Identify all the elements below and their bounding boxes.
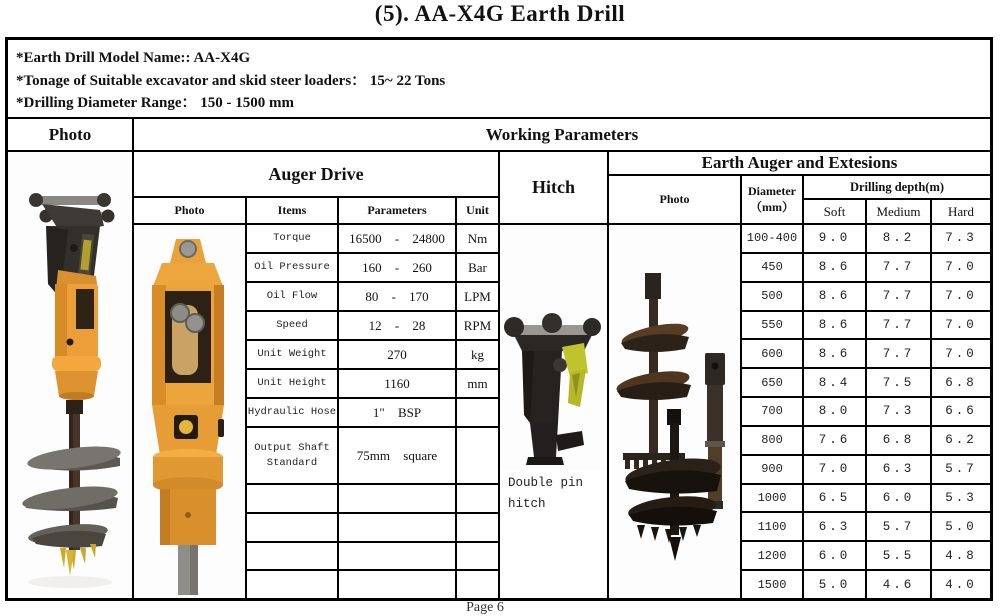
hard-depth-cell: 6.2 <box>945 433 977 448</box>
auger-drive-photo <box>134 225 245 598</box>
parameter-cell: 75mm square <box>339 428 457 483</box>
diameter-cell: 600 <box>742 340 804 367</box>
earth-auger-col-diameter <box>742 176 804 223</box>
table-row <box>247 428 498 485</box>
table-row <box>247 370 498 399</box>
table-row <box>742 427 990 456</box>
earth-auger-rows <box>742 225 990 598</box>
hard-depth-cell: 4.0 <box>945 577 977 592</box>
working-parameters-header: Working Parameters <box>485 124 639 144</box>
drilling-depth-label: Drilling depth(m) <box>804 176 990 200</box>
hard-depth-cell: 6.6 <box>945 404 977 419</box>
auger-drive-col-items: Items <box>247 198 339 223</box>
auger-drive-col-photo: Photo <box>134 198 247 223</box>
diameter-cell: 1100 <box>742 513 804 540</box>
medium-depth-cell: 5.5 <box>867 542 932 569</box>
photo-column-header: Photo <box>8 119 134 150</box>
table-row <box>247 225 498 254</box>
page-footer: Page 6 <box>466 600 504 615</box>
hitch-title: Hitch <box>500 152 607 225</box>
parameter-cell: 12 - 28 <box>339 312 457 339</box>
unit-cell <box>457 485 498 512</box>
item-cell <box>247 543 339 570</box>
soft-depth-cell: 8.6 <box>804 254 867 281</box>
unit-cell <box>457 428 498 483</box>
medium-depth-cell: 7.3 <box>867 398 932 425</box>
hard-depth-cell: 5.0 <box>945 519 977 534</box>
item-cell <box>247 571 339 598</box>
depth-col-medium: Medium <box>867 200 932 223</box>
medium-depth-cell: 6.8 <box>867 427 932 454</box>
diameter-cell: 450 <box>742 254 804 281</box>
soft-depth-cell: 8.6 <box>804 340 867 367</box>
medium-depth-cell: 7.7 <box>867 340 932 367</box>
diameter-cell: 900 <box>742 456 804 483</box>
parameter-cell: 160 - 260 <box>339 254 457 281</box>
diameter-cell: 100-400 <box>742 225 804 252</box>
earth-auger-title: Earth Auger and Extesions <box>609 152 990 176</box>
item-cell <box>247 514 339 541</box>
auger-drive-photo-cell <box>134 225 247 598</box>
info-line-diameter: *Drilling Diameter Range： 150 - 1500 mm <box>16 95 295 111</box>
diameter-cell: 1200 <box>742 542 804 569</box>
soft-depth-cell: 6.0 <box>804 542 867 569</box>
soft-depth-cell: 8.6 <box>804 283 867 310</box>
unit-cell <box>457 571 498 598</box>
auger-drive-subheader <box>134 198 498 225</box>
earth-auger-col-photo: Photo <box>609 176 742 223</box>
parameter-cell: 1" BSP <box>339 399 457 426</box>
unit-cell: kg <box>471 346 484 362</box>
item-cell: Unit Height <box>247 370 339 397</box>
soft-depth-cell: 5.0 <box>804 571 867 598</box>
earth-auger-section <box>609 152 990 598</box>
hitch-photo <box>500 225 607 470</box>
drilling-depth-group <box>804 176 990 223</box>
empty-table-row <box>247 514 498 543</box>
table-row <box>742 225 990 254</box>
medium-depth-cell: 5.7 <box>867 513 932 540</box>
soft-depth-cell: 8.0 <box>804 398 867 425</box>
table-row <box>742 456 990 485</box>
diameter-cell: 1500 <box>742 571 804 598</box>
item-cell: Oil Pressure <box>247 254 339 281</box>
medium-depth-cell: 6.3 <box>867 456 932 483</box>
table-header-row <box>8 119 990 152</box>
parameter-cell: 1160 <box>339 370 457 397</box>
medium-depth-cell: 7.7 <box>867 254 932 281</box>
medium-depth-cell: 4.6 <box>867 571 932 598</box>
table-row <box>742 485 990 514</box>
soft-depth-cell: 7.0 <box>804 456 867 483</box>
parameter-cell <box>339 571 457 598</box>
soft-depth-cell: 8.4 <box>804 369 867 396</box>
empty-table-row <box>247 543 498 572</box>
item-cell: Hydraulic Hose <box>247 399 339 426</box>
medium-depth-cell: 7.7 <box>867 283 932 310</box>
soft-depth-cell: 9.0 <box>804 225 867 252</box>
parameter-cell <box>339 514 457 541</box>
soft-depth-cell: 8.6 <box>804 312 867 339</box>
spec-table <box>5 37 993 601</box>
table-row <box>247 312 498 341</box>
item-cell <box>247 485 339 512</box>
medium-depth-cell: 7.7 <box>867 312 932 339</box>
unit-cell: Bar <box>468 259 487 275</box>
depth-col-soft: Soft <box>804 200 867 223</box>
table-row <box>742 312 990 341</box>
hard-depth-cell: 7.0 <box>945 260 977 275</box>
medium-depth-cell: 6.0 <box>867 485 932 512</box>
page-title: (5). AA-X4G Earth Drill <box>374 1 626 26</box>
table-row <box>742 369 990 398</box>
info-block <box>8 40 990 119</box>
earth-drill-photo-cell <box>8 152 134 598</box>
unit-cell: Nm <box>467 230 488 246</box>
diameter-label: Diameter <box>748 183 796 198</box>
diameter-cell: 700 <box>742 398 804 425</box>
item-cell: Torque <box>247 225 339 252</box>
diameter-cell: 800 <box>742 427 804 454</box>
auger-drive-col-unit: Unit <box>466 203 489 217</box>
hard-depth-cell: 5.3 <box>945 491 977 506</box>
parameter-cell: 16500 - 24800 <box>339 225 457 252</box>
auger-drive-section <box>134 152 500 598</box>
medium-depth-cell: 7.5 <box>867 369 932 396</box>
empty-table-row <box>247 571 498 598</box>
table-row <box>247 283 498 312</box>
diameter-cell: 550 <box>742 312 804 339</box>
empty-table-row <box>247 485 498 514</box>
earth-auger-subheader <box>609 176 990 225</box>
soft-depth-cell: 6.3 <box>804 513 867 540</box>
table-row <box>742 542 990 571</box>
table-row <box>247 341 498 370</box>
hitch-section <box>500 152 609 598</box>
parameter-cell <box>339 543 457 570</box>
item-cell: Output Shaft Standard <box>247 428 339 483</box>
hard-depth-cell: 6.8 <box>945 375 977 390</box>
unit-cell <box>457 399 498 426</box>
hitch-caption: Double pin hitch <box>508 476 584 512</box>
table-row <box>742 340 990 369</box>
table-body <box>8 152 990 598</box>
table-row <box>742 513 990 542</box>
hard-depth-cell: 7.3 <box>945 231 977 246</box>
table-row <box>742 398 990 427</box>
soft-depth-cell: 6.5 <box>804 485 867 512</box>
unit-cell: LPM <box>464 288 491 304</box>
parameter-cell: 80 - 170 <box>339 283 457 310</box>
unit-cell <box>457 514 498 541</box>
info-line-tonnage: *Tonage of Suitable excavator and skid steer loaders： 15~ 22 Tons <box>16 72 446 89</box>
diameter-cell: 1000 <box>742 485 804 512</box>
info-line-model: *Earth Drill Model Name:: AA-X4G <box>16 50 251 66</box>
hitch-photo-cell <box>500 225 607 598</box>
diameter-cell: 500 <box>742 283 804 310</box>
hard-depth-cell: 7.0 <box>945 346 977 361</box>
parameter-cell: 270 <box>339 341 457 368</box>
item-cell: Speed <box>247 312 339 339</box>
table-row <box>742 254 990 283</box>
parameter-cell <box>339 485 457 512</box>
medium-depth-cell: 8.2 <box>867 225 932 252</box>
diameter-cell: 650 <box>742 369 804 396</box>
table-row <box>247 254 498 283</box>
table-row <box>742 283 990 312</box>
auger-drive-rows <box>247 225 498 598</box>
table-row <box>247 399 498 428</box>
earth-drill-photo <box>8 152 132 598</box>
hard-depth-cell: 7.0 <box>945 317 977 332</box>
hard-depth-cell: 5.7 <box>945 462 977 477</box>
soft-depth-cell: 7.6 <box>804 427 867 454</box>
unit-cell: RPM <box>463 317 492 333</box>
auger-drive-col-parameters: Parameters <box>339 198 457 223</box>
hard-depth-cell: 4.8 <box>945 548 977 563</box>
unit-cell <box>457 543 498 570</box>
auger-drive-title: Auger Drive <box>134 152 498 198</box>
item-cell: Unit Weight <box>247 341 339 368</box>
unit-cell: mm <box>467 375 488 391</box>
earth-auger-photo-cell <box>609 225 742 598</box>
depth-col-hard: Hard <box>948 203 974 219</box>
item-cell: Oil Flow <box>247 283 339 310</box>
earth-auger-photo <box>609 225 740 598</box>
hard-depth-cell: 7.0 <box>945 289 977 304</box>
diameter-unit: （mm） <box>750 199 794 214</box>
table-row <box>742 571 990 598</box>
